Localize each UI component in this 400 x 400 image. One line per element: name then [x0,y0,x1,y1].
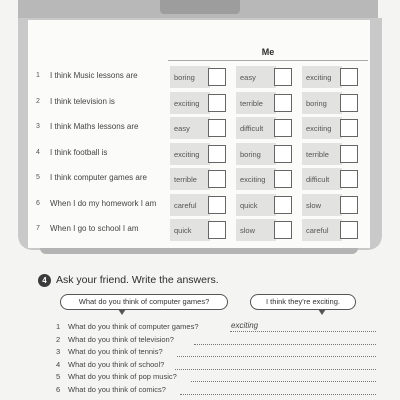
option-checkbox[interactable] [208,119,226,137]
bubble-tail [318,309,326,315]
option-cell [302,117,358,139]
option-checkbox[interactable] [340,170,358,188]
option-cell [236,219,292,241]
option-label: difficult [306,175,330,184]
option-cell [236,66,292,88]
option-checkbox[interactable] [274,221,292,239]
row-prompt: When I do my homework I am [50,198,157,208]
option-label: exciting [306,124,332,133]
option-cell [302,143,358,165]
question-text: What do you think of television? [68,334,174,344]
question-number: 4 [56,359,61,369]
row-number: 6 [36,199,40,207]
question-item [56,385,376,397]
example-answer-bubble: I think they're exciting. [250,294,356,310]
question-item [56,372,376,384]
option-checkbox[interactable] [274,196,292,214]
option-cell [302,194,358,216]
question-text: What do you think of computer games? [68,322,199,331]
option-checkbox[interactable] [340,221,358,239]
option-cell [170,66,226,88]
option-checkbox[interactable] [274,145,292,163]
option-label: terrible [240,98,263,108]
question-text: What do you think of tennis? [68,347,163,357]
row-number: 7 [36,225,40,232]
table-row [30,64,370,90]
handwritten-answer: exciting [231,321,259,330]
row-prompt: I think football is [50,147,108,157]
option-label: exciting [306,73,332,82]
option-checkbox[interactable] [274,68,292,86]
option-label: easy [174,124,190,133]
clipboard-clip [160,0,240,14]
option-checkbox[interactable] [208,196,226,214]
option-checkbox[interactable] [208,145,226,163]
option-checkbox[interactable] [208,94,226,112]
question-number: 3 [56,347,61,357]
option-label: careful [174,200,197,210]
clipboard-sheet-edge [40,248,358,254]
option-label: slow [306,200,322,210]
exercise-number-badge: 4 [38,274,51,287]
option-label: slow [240,226,256,235]
question-item [56,335,376,347]
option-cell [302,66,358,88]
row-number: 4 [36,148,40,156]
option-cell [170,117,226,139]
row-prompt: I think Maths lessons are [50,122,139,131]
row-prompt: When I go to school I am [50,224,139,233]
example-question-bubble: What do you think of computer games? [60,294,228,310]
row-prompt: I think computer games are [50,173,147,182]
table-row [30,115,370,141]
option-checkbox[interactable] [208,221,226,239]
table-row [30,217,370,243]
option-checkbox[interactable] [340,119,358,137]
option-cell [236,92,292,114]
option-cell [302,168,358,190]
question-text: What do you think of pop music? [68,372,177,382]
option-cell [170,92,226,114]
option-checkbox[interactable] [340,94,358,112]
option-cell [236,117,292,139]
option-label: exciting [174,149,200,159]
option-cell [236,168,292,190]
option-label: boring [306,98,327,108]
question-number: 5 [56,372,61,382]
table-row [30,166,370,192]
option-checkbox[interactable] [208,68,226,86]
option-checkbox[interactable] [340,196,358,214]
question-item [56,322,376,334]
option-cell [302,92,358,114]
row-prompt: I think Music lessons are [50,71,138,80]
question-number: 2 [56,334,61,344]
answer-line[interactable] [194,344,376,345]
answer-line[interactable] [175,369,376,370]
question-item [56,360,376,372]
row-number: 2 [36,97,40,105]
table-row [30,90,370,116]
option-cell [236,194,292,216]
answer-line[interactable] [180,394,376,395]
answer-line[interactable] [191,381,376,382]
question-number: 1 [56,322,61,331]
bubble-tail [118,309,126,315]
option-cell [170,168,226,190]
option-checkbox[interactable] [274,94,292,112]
option-cell [170,194,226,216]
table-row [30,192,370,218]
row-number: 5 [36,174,40,181]
question-text: What do you think of school? [68,359,165,369]
option-checkbox[interactable] [340,68,358,86]
option-label: quick [174,226,192,235]
option-cell [236,143,292,165]
option-label: terrible [174,175,197,184]
exercise-title: Ask your friend. Write the answers. [56,274,219,286]
option-cell [170,143,226,165]
option-label: boring [240,149,261,159]
option-checkbox[interactable] [274,170,292,188]
option-label: difficult [240,124,264,133]
row-number: 3 [36,123,40,130]
answer-line[interactable] [177,356,376,357]
option-label: careful [306,226,329,235]
option-label: exciting [240,175,266,184]
question-number: 6 [56,385,61,394]
table-header-rule [168,60,368,61]
option-label: boring [174,73,195,82]
option-cell [302,219,358,241]
table-header-me: Me [261,47,275,57]
option-cell [170,219,226,241]
question-item [56,347,376,359]
option-checkbox[interactable] [340,145,358,163]
row-number: 1 [36,72,40,79]
row-prompt: I think television is [50,96,115,106]
option-label: terrible [306,149,329,159]
option-checkbox[interactable] [274,119,292,137]
option-label: exciting [174,98,200,108]
answer-line[interactable] [230,331,376,332]
option-label: quick [240,200,258,210]
table-row [30,141,370,167]
option-checkbox[interactable] [208,170,226,188]
option-label: easy [240,73,256,82]
question-text: What do you think of comics? [68,385,166,394]
